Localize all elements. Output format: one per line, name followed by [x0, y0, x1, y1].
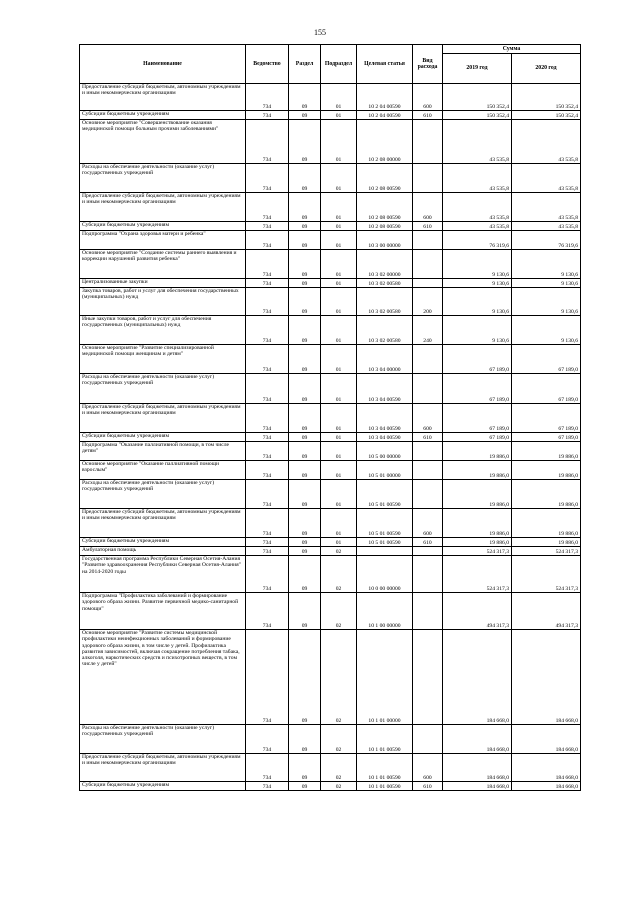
row-target: 10 1 01 00000	[357, 630, 413, 725]
row-department: 734	[246, 345, 289, 374]
row-name: Субсидии бюджетным учреждениям	[80, 111, 246, 120]
row-sum-2019: 43 535,8	[443, 164, 512, 193]
table-row	[80, 593, 581, 630]
row-department: 734	[246, 231, 289, 250]
row-sum-2019: 494 317,3	[443, 593, 512, 630]
row-sum-2020: 524 317,3	[512, 547, 581, 556]
row-name: Основное мероприятие "Оказание паллиативной помощи взрослым"	[80, 461, 246, 480]
row-expense-type	[413, 630, 443, 725]
table-row	[80, 288, 581, 316]
row-sum-2020: 9 130,6	[512, 250, 581, 279]
row-expense-type: 610	[413, 433, 443, 442]
row-expense-type: 610	[413, 538, 443, 547]
row-sum-2020: 76 319,6	[512, 231, 581, 250]
table-row	[80, 556, 581, 593]
row-subsection: 01	[321, 279, 357, 288]
header-target: Целевая статья	[357, 45, 413, 84]
row-name: Подпрограмма "Охрана здоровья матери и ребенка"	[80, 231, 246, 250]
row-department: 734	[246, 279, 289, 288]
row-subsection: 01	[321, 316, 357, 345]
row-subsection: 02	[321, 782, 357, 791]
row-section: 09	[289, 374, 321, 404]
row-section: 09	[289, 509, 321, 538]
table-row	[80, 279, 581, 288]
row-section: 09	[289, 442, 321, 461]
row-expense-type	[413, 164, 443, 193]
row-sum-2019: 19 886,0	[443, 509, 512, 538]
table-row	[80, 404, 581, 433]
row-section: 09	[289, 461, 321, 480]
row-target: 10 1 00 00000	[357, 593, 413, 630]
row-name: Основное мероприятие "Совершенствование оказания медицинской помощи больным прочими заболеваниями"	[80, 120, 246, 164]
page-number: 155	[314, 28, 326, 37]
row-name: Иные закупки товаров, работ и услуг для обеспечения государственных (муниципальных) нужд	[80, 316, 246, 345]
row-sum-2019: 67 189,0	[443, 345, 512, 374]
row-section: 09	[289, 480, 321, 509]
row-sum-2019: 9 130,6	[443, 250, 512, 279]
row-department: 734	[246, 164, 289, 193]
row-department: 734	[246, 120, 289, 164]
row-subsection: 01	[321, 231, 357, 250]
row-target: 10 3 04 00590	[357, 404, 413, 433]
row-section: 09	[289, 193, 321, 222]
row-sum-2019: 43 535,8	[443, 193, 512, 222]
row-expense-type	[413, 547, 443, 556]
table-row	[80, 754, 581, 782]
row-sum-2020: 9 130,6	[512, 288, 581, 316]
table-row	[80, 725, 581, 754]
row-section: 09	[289, 725, 321, 754]
row-name: Предоставление субсидий бюджетным, автономным учреждениям и иным некоммерческим организациям	[80, 193, 246, 222]
row-target: 10 3 02 00580	[357, 316, 413, 345]
row-name: Предоставление субсидий бюджетным, автономным учреждениям и иным некоммерческим организациям	[80, 509, 246, 538]
row-expense-type	[413, 250, 443, 279]
row-target: 10 3 04 00000	[357, 345, 413, 374]
row-sum-2019: 19 886,0	[443, 538, 512, 547]
row-section: 09	[289, 111, 321, 120]
row-department: 734	[246, 630, 289, 725]
row-section: 09	[289, 279, 321, 288]
row-sum-2020: 67 189,0	[512, 404, 581, 433]
row-subsection: 01	[321, 433, 357, 442]
row-sum-2019: 19 886,0	[443, 461, 512, 480]
header-expense-type: Вид расхода	[413, 45, 443, 84]
row-subsection: 02	[321, 754, 357, 782]
row-target: 10 5 00 00000	[357, 442, 413, 461]
row-name: Расходы на обеспечение деятельности (оказание услуг) государственных учреждений	[80, 164, 246, 193]
table-row	[80, 345, 581, 374]
row-target: 10 1 01 00590	[357, 782, 413, 791]
row-sum-2020: 524 317,3	[512, 556, 581, 593]
row-section: 09	[289, 345, 321, 374]
header-year-2019: 2019 год	[443, 54, 512, 84]
row-section: 09	[289, 538, 321, 547]
row-target: 10 2 04 00590	[357, 111, 413, 120]
row-target: 10 5 01 00590	[357, 480, 413, 509]
row-section: 09	[289, 84, 321, 111]
row-target: 10 2 08 00590	[357, 222, 413, 231]
row-expense-type: 600	[413, 193, 443, 222]
row-sum-2020: 494 317,3	[512, 593, 581, 630]
row-expense-type: 200	[413, 288, 443, 316]
row-section: 09	[289, 231, 321, 250]
row-subsection: 01	[321, 538, 357, 547]
row-sum-2019: 184 668,0	[443, 782, 512, 791]
row-section: 09	[289, 222, 321, 231]
row-sum-2020: 184 668,0	[512, 782, 581, 791]
row-name: Расходы на обеспечение деятельности (оказание услуг) государственных учреждений	[80, 725, 246, 754]
row-sum-2019: 184 668,0	[443, 754, 512, 782]
table-row	[80, 442, 581, 461]
row-section: 09	[289, 316, 321, 345]
row-sum-2019: 150 352,4	[443, 84, 512, 111]
row-sum-2020: 19 886,0	[512, 461, 581, 480]
row-department: 734	[246, 84, 289, 111]
row-section: 09	[289, 593, 321, 630]
row-sum-2019: 150 352,4	[443, 111, 512, 120]
row-name: Амбулаторная помощь	[80, 547, 246, 556]
row-department: 734	[246, 538, 289, 547]
row-name: Основное мероприятие "Развитие специализированной медицинской помощи женщинам и детям"	[80, 345, 246, 374]
row-sum-2019: 67 189,0	[443, 374, 512, 404]
row-sum-2020: 184 668,0	[512, 754, 581, 782]
row-expense-type	[413, 120, 443, 164]
row-sum-2020: 19 886,0	[512, 509, 581, 538]
row-section: 09	[289, 404, 321, 433]
row-target: 10 5 01 00590	[357, 538, 413, 547]
row-sum-2020: 184 668,0	[512, 725, 581, 754]
row-section: 09	[289, 164, 321, 193]
row-target: 10 3 02 00580	[357, 279, 413, 288]
table-row	[80, 461, 581, 480]
row-sum-2019: 184 668,0	[443, 725, 512, 754]
table-row	[80, 480, 581, 509]
row-target: 10 2 08 00590	[357, 164, 413, 193]
row-subsection: 01	[321, 84, 357, 111]
row-target: 10 3 04 00590	[357, 433, 413, 442]
header-department: Ведомство	[246, 45, 289, 84]
row-sum-2020: 150 352,4	[512, 111, 581, 120]
row-department: 734	[246, 725, 289, 754]
row-expense-type: 600	[413, 84, 443, 111]
row-department: 734	[246, 556, 289, 593]
header-sum: Сумма	[443, 45, 581, 54]
row-subsection: 01	[321, 193, 357, 222]
row-department: 734	[246, 316, 289, 345]
row-target: 10 5 01 00000	[357, 461, 413, 480]
row-expense-type: 610	[413, 782, 443, 791]
header-section: Раздел	[289, 45, 321, 84]
row-department: 734	[246, 782, 289, 791]
row-sum-2020: 19 886,0	[512, 442, 581, 461]
row-subsection: 01	[321, 345, 357, 374]
row-name: Централизованные закупки	[80, 279, 246, 288]
row-department: 734	[246, 754, 289, 782]
row-target: 10 3 04 00590	[357, 374, 413, 404]
table-row	[80, 111, 581, 120]
row-expense-type	[413, 279, 443, 288]
table-row	[80, 538, 581, 547]
row-expense-type	[413, 442, 443, 461]
row-department: 734	[246, 404, 289, 433]
row-section: 09	[289, 250, 321, 279]
row-name: Субсидии бюджетным учреждениям	[80, 538, 246, 547]
row-department: 734	[246, 509, 289, 538]
row-section: 09	[289, 754, 321, 782]
row-sum-2020: 184 668,0	[512, 630, 581, 725]
row-department: 734	[246, 111, 289, 120]
header-subsection: Подраздел	[321, 45, 357, 84]
row-name: Расходы на обеспечение деятельности (оказание услуг) государственных учреждений	[80, 480, 246, 509]
row-subsection: 01	[321, 120, 357, 164]
row-subsection: 02	[321, 725, 357, 754]
row-sum-2020: 150 352,4	[512, 84, 581, 111]
row-sum-2019: 19 886,0	[443, 442, 512, 461]
row-sum-2019: 67 189,0	[443, 433, 512, 442]
row-sum-2020: 43 535,8	[512, 222, 581, 231]
table-row	[80, 433, 581, 442]
row-department: 734	[246, 193, 289, 222]
row-expense-type	[413, 725, 443, 754]
row-section: 09	[289, 782, 321, 791]
row-sum-2020: 43 535,8	[512, 193, 581, 222]
row-subsection: 01	[321, 111, 357, 120]
row-sum-2020: 43 535,8	[512, 164, 581, 193]
row-target: 10 2 08 00590	[357, 193, 413, 222]
row-subsection: 01	[321, 404, 357, 433]
row-expense-type	[413, 374, 443, 404]
row-sum-2020: 67 189,0	[512, 345, 581, 374]
row-subsection: 01	[321, 509, 357, 538]
header-name: Наименование	[80, 45, 246, 84]
row-expense-type	[413, 345, 443, 374]
row-name: Подпрограмма "Оказание паллиативной помощи, в том числе детям"	[80, 442, 246, 461]
row-subsection: 01	[321, 442, 357, 461]
row-sum-2020: 67 189,0	[512, 433, 581, 442]
table-row	[80, 374, 581, 404]
row-sum-2019: 43 535,8	[443, 120, 512, 164]
row-target: 10 1 01 00590	[357, 754, 413, 782]
row-expense-type	[413, 556, 443, 593]
row-target: 10 3 02 00000	[357, 250, 413, 279]
row-section: 09	[289, 288, 321, 316]
row-sum-2019: 9 130,6	[443, 316, 512, 345]
table-row	[80, 222, 581, 231]
row-name: Основное мероприятие "Создание системы раннего выявления и коррекции нарушений развития ребенка"	[80, 250, 246, 279]
row-sum-2020: 67 189,0	[512, 374, 581, 404]
row-sum-2019: 9 130,6	[443, 279, 512, 288]
row-department: 734	[246, 250, 289, 279]
row-department: 734	[246, 480, 289, 509]
row-target: 10 1 01 00590	[357, 725, 413, 754]
row-subsection: 01	[321, 374, 357, 404]
row-sum-2019: 76 319,6	[443, 231, 512, 250]
table-row	[80, 231, 581, 250]
row-name: Предоставление субсидий бюджетным, автономным учреждениям и иным некоммерческим организациям	[80, 84, 246, 111]
row-subsection: 01	[321, 164, 357, 193]
row-name: Предоставление субсидий бюджетным, автономным учреждениям и иным некоммерческим организациям	[80, 754, 246, 782]
row-sum-2020: 43 535,8	[512, 120, 581, 164]
row-sum-2019: 43 535,8	[443, 222, 512, 231]
row-department: 734	[246, 547, 289, 556]
row-expense-type: 600	[413, 404, 443, 433]
row-department: 734	[246, 374, 289, 404]
row-section: 09	[289, 120, 321, 164]
row-department: 734	[246, 461, 289, 480]
table-row	[80, 316, 581, 345]
row-sum-2019: 67 189,0	[443, 404, 512, 433]
table-row	[80, 547, 581, 556]
row-target: 10 2 08 00000	[357, 120, 413, 164]
row-sum-2020: 9 130,6	[512, 279, 581, 288]
row-expense-type: 610	[413, 222, 443, 231]
row-sum-2020: 19 886,0	[512, 538, 581, 547]
row-sum-2019: 9 130,6	[443, 288, 512, 316]
row-target: 10 2 04 00590	[357, 84, 413, 111]
table-body	[80, 84, 581, 791]
row-department: 734	[246, 222, 289, 231]
row-expense-type: 240	[413, 316, 443, 345]
row-sum-2019: 524 317,3	[443, 556, 512, 593]
row-name: Государственная программа Республики Северная Осетия-Алания "Развитие здравоохранения Республики Северная Осетия-Алания" на 2014-2020 годы	[80, 556, 246, 593]
table-row	[80, 509, 581, 538]
row-subsection: 02	[321, 547, 357, 556]
row-subsection: 02	[321, 630, 357, 725]
row-expense-type	[413, 480, 443, 509]
row-section: 09	[289, 630, 321, 725]
table-row	[80, 120, 581, 164]
row-sum-2019: 19 886,0	[443, 480, 512, 509]
row-name: Расходы на обеспечение деятельности (оказание услуг) государственных учреждений	[80, 374, 246, 404]
row-department: 734	[246, 288, 289, 316]
row-name: Субсидии бюджетным учреждениям	[80, 782, 246, 791]
row-name: Подпрограмма "Профилактика заболеваний и формирование здорового образа жизни. Развитие первичной медико-санитарной помощи"	[80, 593, 246, 630]
row-name: Субсидии бюджетным учреждениям	[80, 433, 246, 442]
row-subsection: 01	[321, 461, 357, 480]
row-sum-2019: 524 317,3	[443, 547, 512, 556]
row-subsection: 01	[321, 250, 357, 279]
table-row	[80, 164, 581, 193]
row-expense-type: 600	[413, 754, 443, 782]
row-target: 10 3 02 00580	[357, 288, 413, 316]
row-target: 10 3 00 00000	[357, 231, 413, 250]
row-expense-type	[413, 593, 443, 630]
row-name: Основное мероприятие "Развитие системы медицинской профилактики неинфекционных заболеваний и формирование здорового образа жизни, в том числе у детей. Профилактика развития зависимостей, включая сокращение потребления табака, алкоголя, наркотических средств и психотропных веществ, в том числе у детей"	[80, 630, 246, 725]
row-section: 09	[289, 547, 321, 556]
row-section: 09	[289, 556, 321, 593]
row-department: 734	[246, 433, 289, 442]
row-target: 10 0 00 00000	[357, 556, 413, 593]
row-department: 734	[246, 442, 289, 461]
table-row	[80, 782, 581, 791]
table-row	[80, 630, 581, 725]
row-sum-2020: 9 130,6	[512, 316, 581, 345]
row-expense-type	[413, 461, 443, 480]
budget-table	[79, 44, 581, 791]
row-name: Субсидии бюджетным учреждениям	[80, 222, 246, 231]
row-section: 09	[289, 433, 321, 442]
row-sum-2019: 184 668,0	[443, 630, 512, 725]
row-department: 734	[246, 593, 289, 630]
header-year-2020: 2020 год	[512, 54, 581, 84]
row-subsection: 01	[321, 222, 357, 231]
row-subsection: 02	[321, 556, 357, 593]
row-expense-type: 610	[413, 111, 443, 120]
table-row	[80, 84, 581, 111]
row-subsection: 01	[321, 288, 357, 316]
row-sum-2020: 19 886,0	[512, 480, 581, 509]
table-row	[80, 250, 581, 279]
row-expense-type	[413, 231, 443, 250]
row-subsection: 02	[321, 593, 357, 630]
row-expense-type: 600	[413, 509, 443, 538]
row-subsection: 01	[321, 480, 357, 509]
table-row	[80, 193, 581, 222]
row-name: Предоставление субсидий бюджетным, автономным учреждениям и иным некоммерческим организациям	[80, 404, 246, 433]
row-target	[357, 547, 413, 556]
row-name: Закупка товаров, работ и услуг для обеспечения государственных (муниципальных) нужд	[80, 288, 246, 316]
row-target: 10 5 01 00590	[357, 509, 413, 538]
